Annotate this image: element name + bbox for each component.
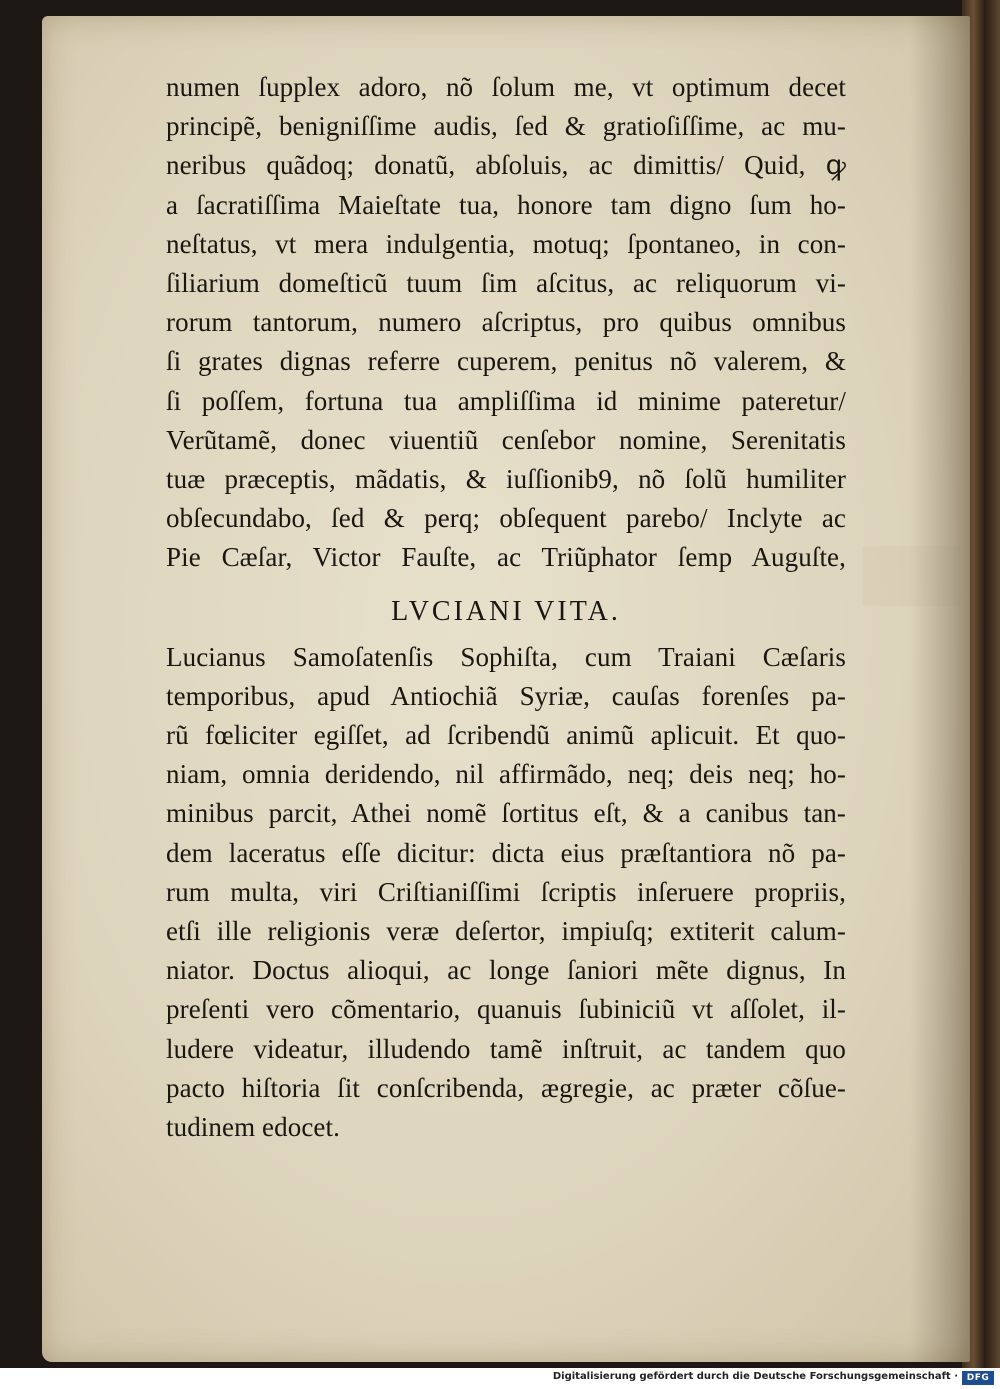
gutter-shadow [910, 16, 970, 1362]
text-line: rorum tantorum, numero aſcriptus, pro quibus omnibus [166, 307, 846, 338]
text-line: preſenti vero cõmentario, quanuis ſubiniciũ vt aſſolet, il- [166, 994, 846, 1025]
text-line: tudinem edocet. [166, 1112, 340, 1143]
section-heading: LVCIANI VITA. [391, 595, 621, 627]
ink-show-through [862, 546, 962, 606]
printed-text-block [166, 68, 846, 1147]
text-line: rum multa, viri Criſtianiſſimi ſcriptis inſeruere propriis, [166, 876, 846, 907]
text-line: Pie Cæſar, Victor Fauſte, ac Triũphator ſemp Auguſte, [166, 542, 846, 573]
text-line: rũ fœliciter egiſſet, ad ſcribendũ animũ aplicuit. Et quo- [166, 720, 846, 751]
text-line: temporibus, apud Antiochiã Syriæ, cauſas forenſes pa- [166, 680, 846, 711]
text-line: minibus parcit, Athei nomẽ ſortitus eſt, & a canibus tan- [166, 798, 846, 829]
dedication-paragraph [166, 68, 846, 578]
vita-paragraph [166, 638, 846, 1148]
text-line: ludere videatur, illudendo tamẽ inſtruit, ac tandem quo [166, 1033, 846, 1064]
text-line: tuæ præceptis, mãdatis, & iuſſionib9, nõ ſolũ humiliter [166, 464, 846, 495]
text-line: obſecundabo, ſed & perq; obſequent parebo/ Inclyte ac [166, 503, 846, 534]
text-line: a ſacratiſſima Maieſtate tua, honore tam digno ſum ho- [166, 189, 846, 220]
text-line: etſi ille religionis veræ deſertor, impiuſq; extiterit calum- [166, 916, 846, 947]
text-line: ſi grates dignas referre cuperem, penitus nõ valerem, & [166, 346, 846, 377]
dfg-logo: DFG [962, 1371, 994, 1385]
text-line: principẽ, benigniſſime audis, ſed & gratioſiſſime, ac mu- [166, 111, 846, 142]
text-line: niam, omnia deridendo, nil affirmãdo, neq; deis neq; ho- [166, 759, 846, 790]
text-line: niator. Doctus alioqui, ac longe ſaniori mẽte dignus, In [166, 955, 846, 986]
text-line: neribus quãdoq; donatũ, abſoluis, ac dimittis/ Quid, ꝙ [166, 150, 846, 181]
funding-notice: Digitalisierung gefördert durch die Deutsche Forschungsgemeinschaft · [552, 1371, 958, 1382]
footer-bar [0, 1368, 1000, 1389]
text-line: neſtatus, vt mera indulgentia, motuq; ſpontaneo, in con- [166, 228, 846, 259]
text-line: pacto hiſtoria ſit conſcribenda, ægregie, ac præter cõſue- [166, 1072, 846, 1103]
text-line: numen ſupplex adoro, nõ ſolum me, vt optimum decet [166, 72, 846, 102]
text-line: ſi poſſem, fortuna tua ampliſſima id minime pateretur/ [166, 385, 846, 416]
text-line: Verũtamẽ, donec viuentiũ cenſebor nomine, Serenitatis [166, 424, 846, 455]
text-line: Lucianus Samoſatenſis Sophiſta, cum Traiani Cæſaris [166, 641, 846, 672]
text-line: dem laceratus eſſe dicitur: dicta eius præſtantiora nõ pa- [166, 837, 846, 868]
text-line: ſiliarium domeſticũ tuum ſim aſcitus, ac reliquorum vi- [166, 268, 846, 299]
